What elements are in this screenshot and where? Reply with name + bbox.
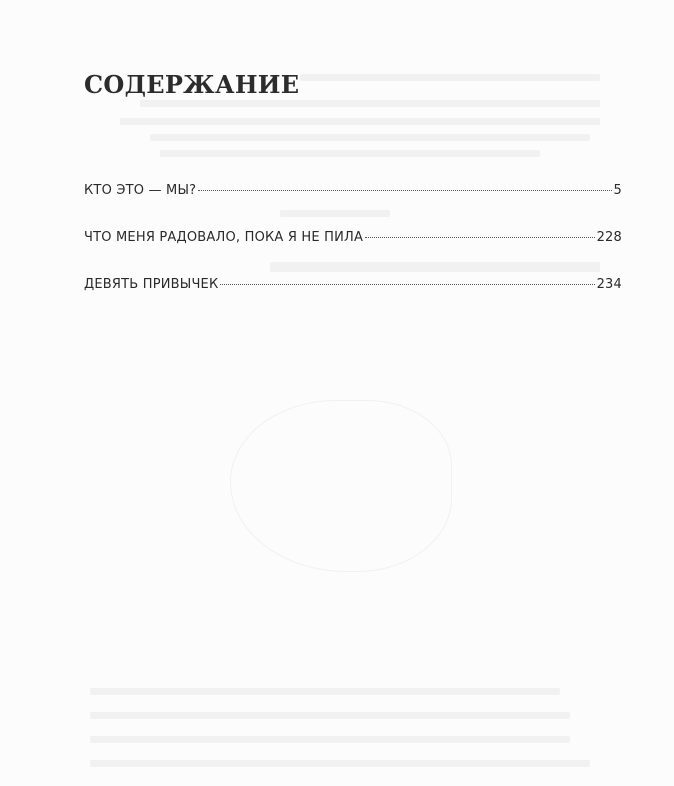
toc-entry-page: 228 <box>596 230 622 245</box>
toc-entry <box>84 183 622 207</box>
table-of-contents <box>84 183 622 324</box>
toc-entry <box>84 277 622 301</box>
toc-entry-title: КТО ЭТО — МЫ? <box>84 183 197 198</box>
dot-leader <box>365 237 594 238</box>
dot-leader <box>220 284 594 285</box>
toc-entry <box>84 230 622 254</box>
page-title: СОДЕРЖАНИЕ <box>84 70 300 99</box>
toc-entry-page: 5 <box>613 183 622 198</box>
toc-entry-title: ЧТО МЕНЯ РАДОВАЛО, ПОКА Я НЕ ПИЛА <box>84 230 364 245</box>
dot-leader <box>198 190 611 191</box>
toc-entry-title: ДЕВЯТЬ ПРИВЫЧЕК <box>84 277 219 292</box>
toc-entry-page: 234 <box>596 277 622 292</box>
